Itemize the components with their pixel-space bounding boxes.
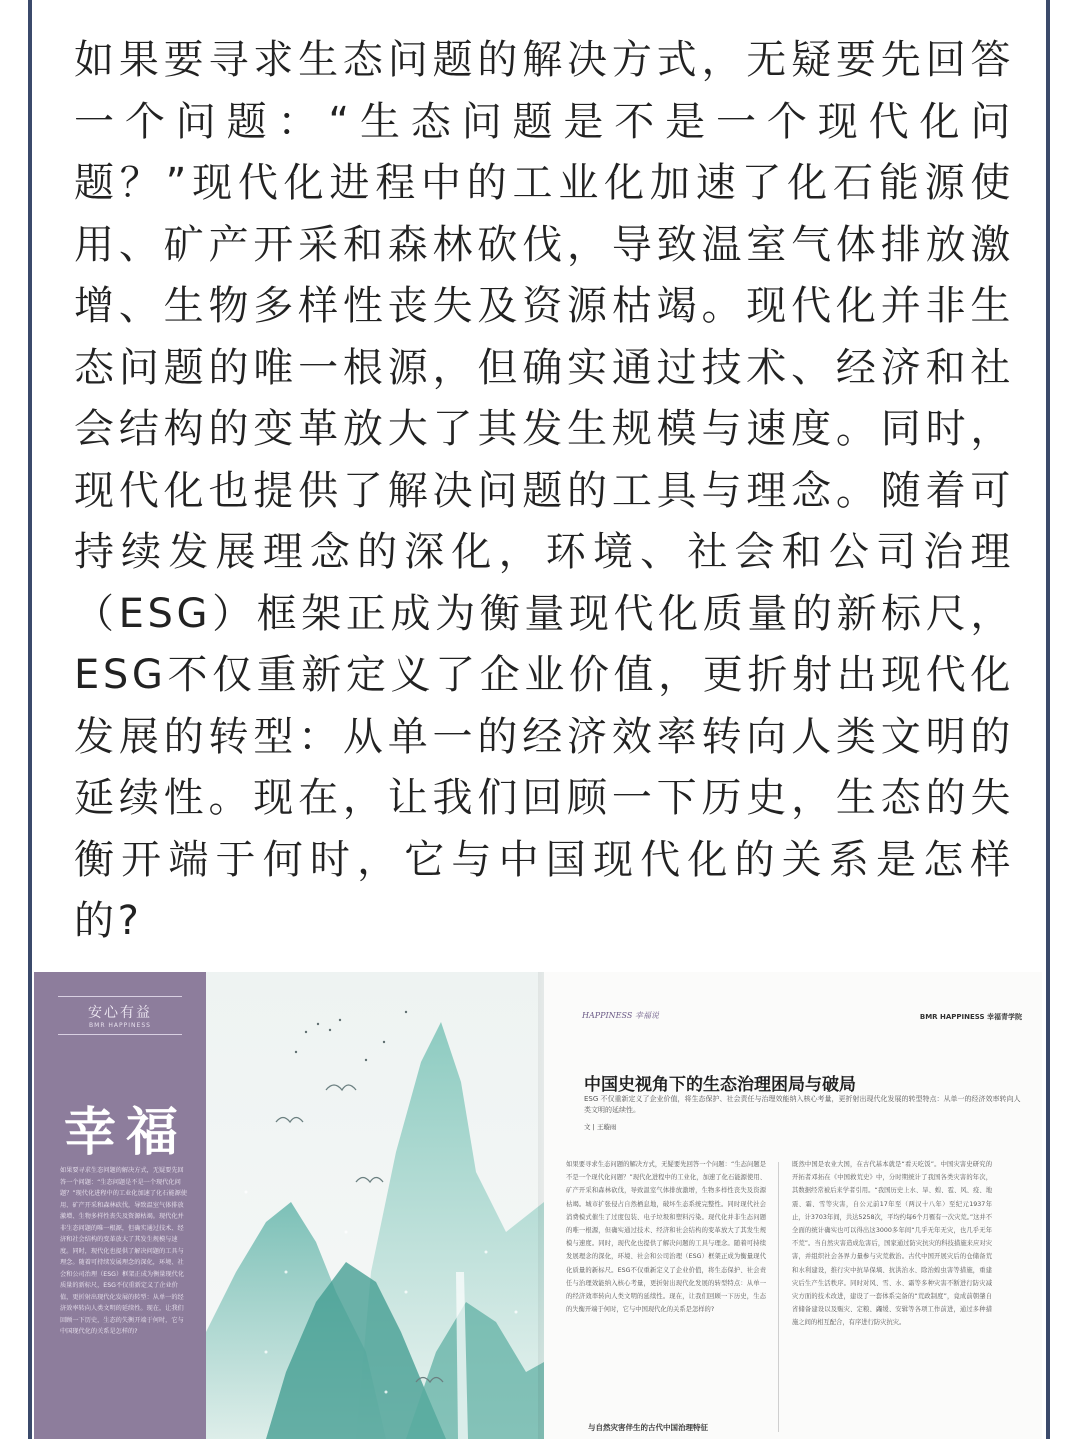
right-header-right: BMR HAPPINESS 幸福青学院 xyxy=(919,1013,1022,1021)
divider xyxy=(58,1034,182,1035)
magazine-spread-image xyxy=(34,972,1042,1439)
column-heading: 与自然灾害伴生的古代中国治理特征 xyxy=(588,1423,708,1432)
right-header-left: HAPPINESS 幸福说 xyxy=(582,1011,659,1020)
article-column-2: 既然中国是农业大国，在古代基本就是“看天吃饭”。中国灾害史研究的开拓者邓拓在《中国救荒史》中，分时期统计了我国各类灾害的年次，其数据经常被后来学者引用。“我国历史上水、旱、蝗、雹、风、疫、地震、霜、雪等灾害，自公元前17年至（两汉十八年）至纪元1937年止，计3703年间，共达5258次，平均约每6个月罹有一次灾荒。”这并不全面的统计确实也可以得出这3000多年间“几乎无年无灾，也几乎无年不荒”。当自然灾害造成危害后，国家通过防灾抗灾的科技措施来应对灾害，并组织社会各界力量参与灾荒救治。古代中国开展灾后的仓储备荒和水利建设，推行灾中抗旱保墒、抗洪治水、除治蝗虫害等措施，重建灾后生产生活秩序。同时对风、雪、水、霜等多种灾害不断进行防灾减灾方面的技术改进，建设了一套体系完备的“荒政制度”，竟成前朝肇自省储备建设以及赈灾、定粮、蠲缓、安辑等各项工作前进，通过多种措施之间的相互配合，有序进行防灾抗灾。 xyxy=(792,1161,992,1327)
article-lead: ESG 不仅重新定义了企业价值，将生态保护、社会责任与治理效能纳入核心考量，更折射出现代化发展的转型特点：从单一的经济效率转向人类文明的延续性。 xyxy=(584,1095,1021,1114)
big-title: 幸福 xyxy=(64,1102,189,1163)
column-divider xyxy=(778,1162,779,1432)
section-title: 安心有益 xyxy=(88,1005,152,1021)
article-paragraph: 如果要寻求生态问题的解决方式，无疑要先回答一个问题：“生态问题是不是一个现代化问题？”现代化进程中的工业化加速了化石能源使用、矿产开采和森林砍伐，导致温室气体排放激增、生物多样性丧失及资源枯竭。现代化并非生态问题的唯一根源，但确实通过技术、经济和社会结构的变革放大了其发生规模与速度。同时，现代化也提供了解决问题的工具与理念。随着可持续发展理念的深化，环境、社会和公司治理（ESG）框架正成为衡量现代化质量的新标尺，ESG不仅重新定义了企业价值，更折射出现代化发展的转型：从单一的经济效率转向人类文明的延续性。现在，让我们回顾一下历史，生态的失衡开端于何时，它与中国现代化的关系是怎样的? xyxy=(74,37,1014,944)
section-subtitle: BMR HAPPINESS xyxy=(89,1022,151,1029)
purple-side-panel xyxy=(34,972,206,1439)
article-author: 文 | 王璇雨 xyxy=(584,1123,617,1131)
magazine-left-page xyxy=(34,972,544,1439)
landscape-painting xyxy=(206,972,544,1439)
left-page-text: 如果要寻求生态问题的解决方式，无疑要先回答一个问题：“生态问题是不是一个现代化问题？”现代化进程中的工业化加速了化石能源使用、矿产开采和森林砍伐，导致温室气体排放激增、生物多样性丧失及资源枯竭。现代化并非生态问题的唯一根源，但确实通过技术、经济和社会结构的变革放大了其发生规模与速度。同时，现代化也提供了解决问题的工具与理念。随着可持续发展理念的深化，环境、社会和公司治理（ESG）框架正成为衡量现代化质量的新标尺，ESG不仅重新定义了企业价值，更折射出现代化发展的转型：从单一的经济效率转向人类文明的延续性。现在，让我们回顾一下历史，生态的失衡开端于何时，它与中国现代化的关系是怎样的? xyxy=(60,1167,187,1335)
magazine-right-page xyxy=(544,972,1042,1439)
article-title: 中国史视角下的生态治理困局与破局 xyxy=(584,1075,856,1095)
article-column-1: 如果要寻求生态问题的解决方式，无疑要先回答一个问题：“生态问题是不是一个现代化问题？”现代化进程中的工业化，加速了化石能源使用、矿产开采和森林砍伐，导致温室气体排放激增，生物多样性丧失及资源枯竭。城市扩张侵占自然栖息地，破坏生态系统完整性。同时现代社会消费模式催生了过度包装、电子垃圾和塑料污染。现代化并非生态问题的唯一根源，但确实通过技术、经济和社会结构的变革放大了其发生规模与速度。同时，现代化也提供了解决问题的工具与理念。随着可持续发展理念的深化，环境、社会和公司治理（ESG）框架正成为衡量现代化质量的新标尺。ESG不仅重新定义了企业价值，将生态保护、社会责任与治理效能纳入核心考量，更折射出现代化发展的转型特点：从单一的经济效率转向人类文明的延续性。现在，让我们回顾一下历史，生态的失衡开端于何时，它与中国现代化的关系是怎样的? xyxy=(566,1161,766,1314)
divider xyxy=(58,996,182,997)
